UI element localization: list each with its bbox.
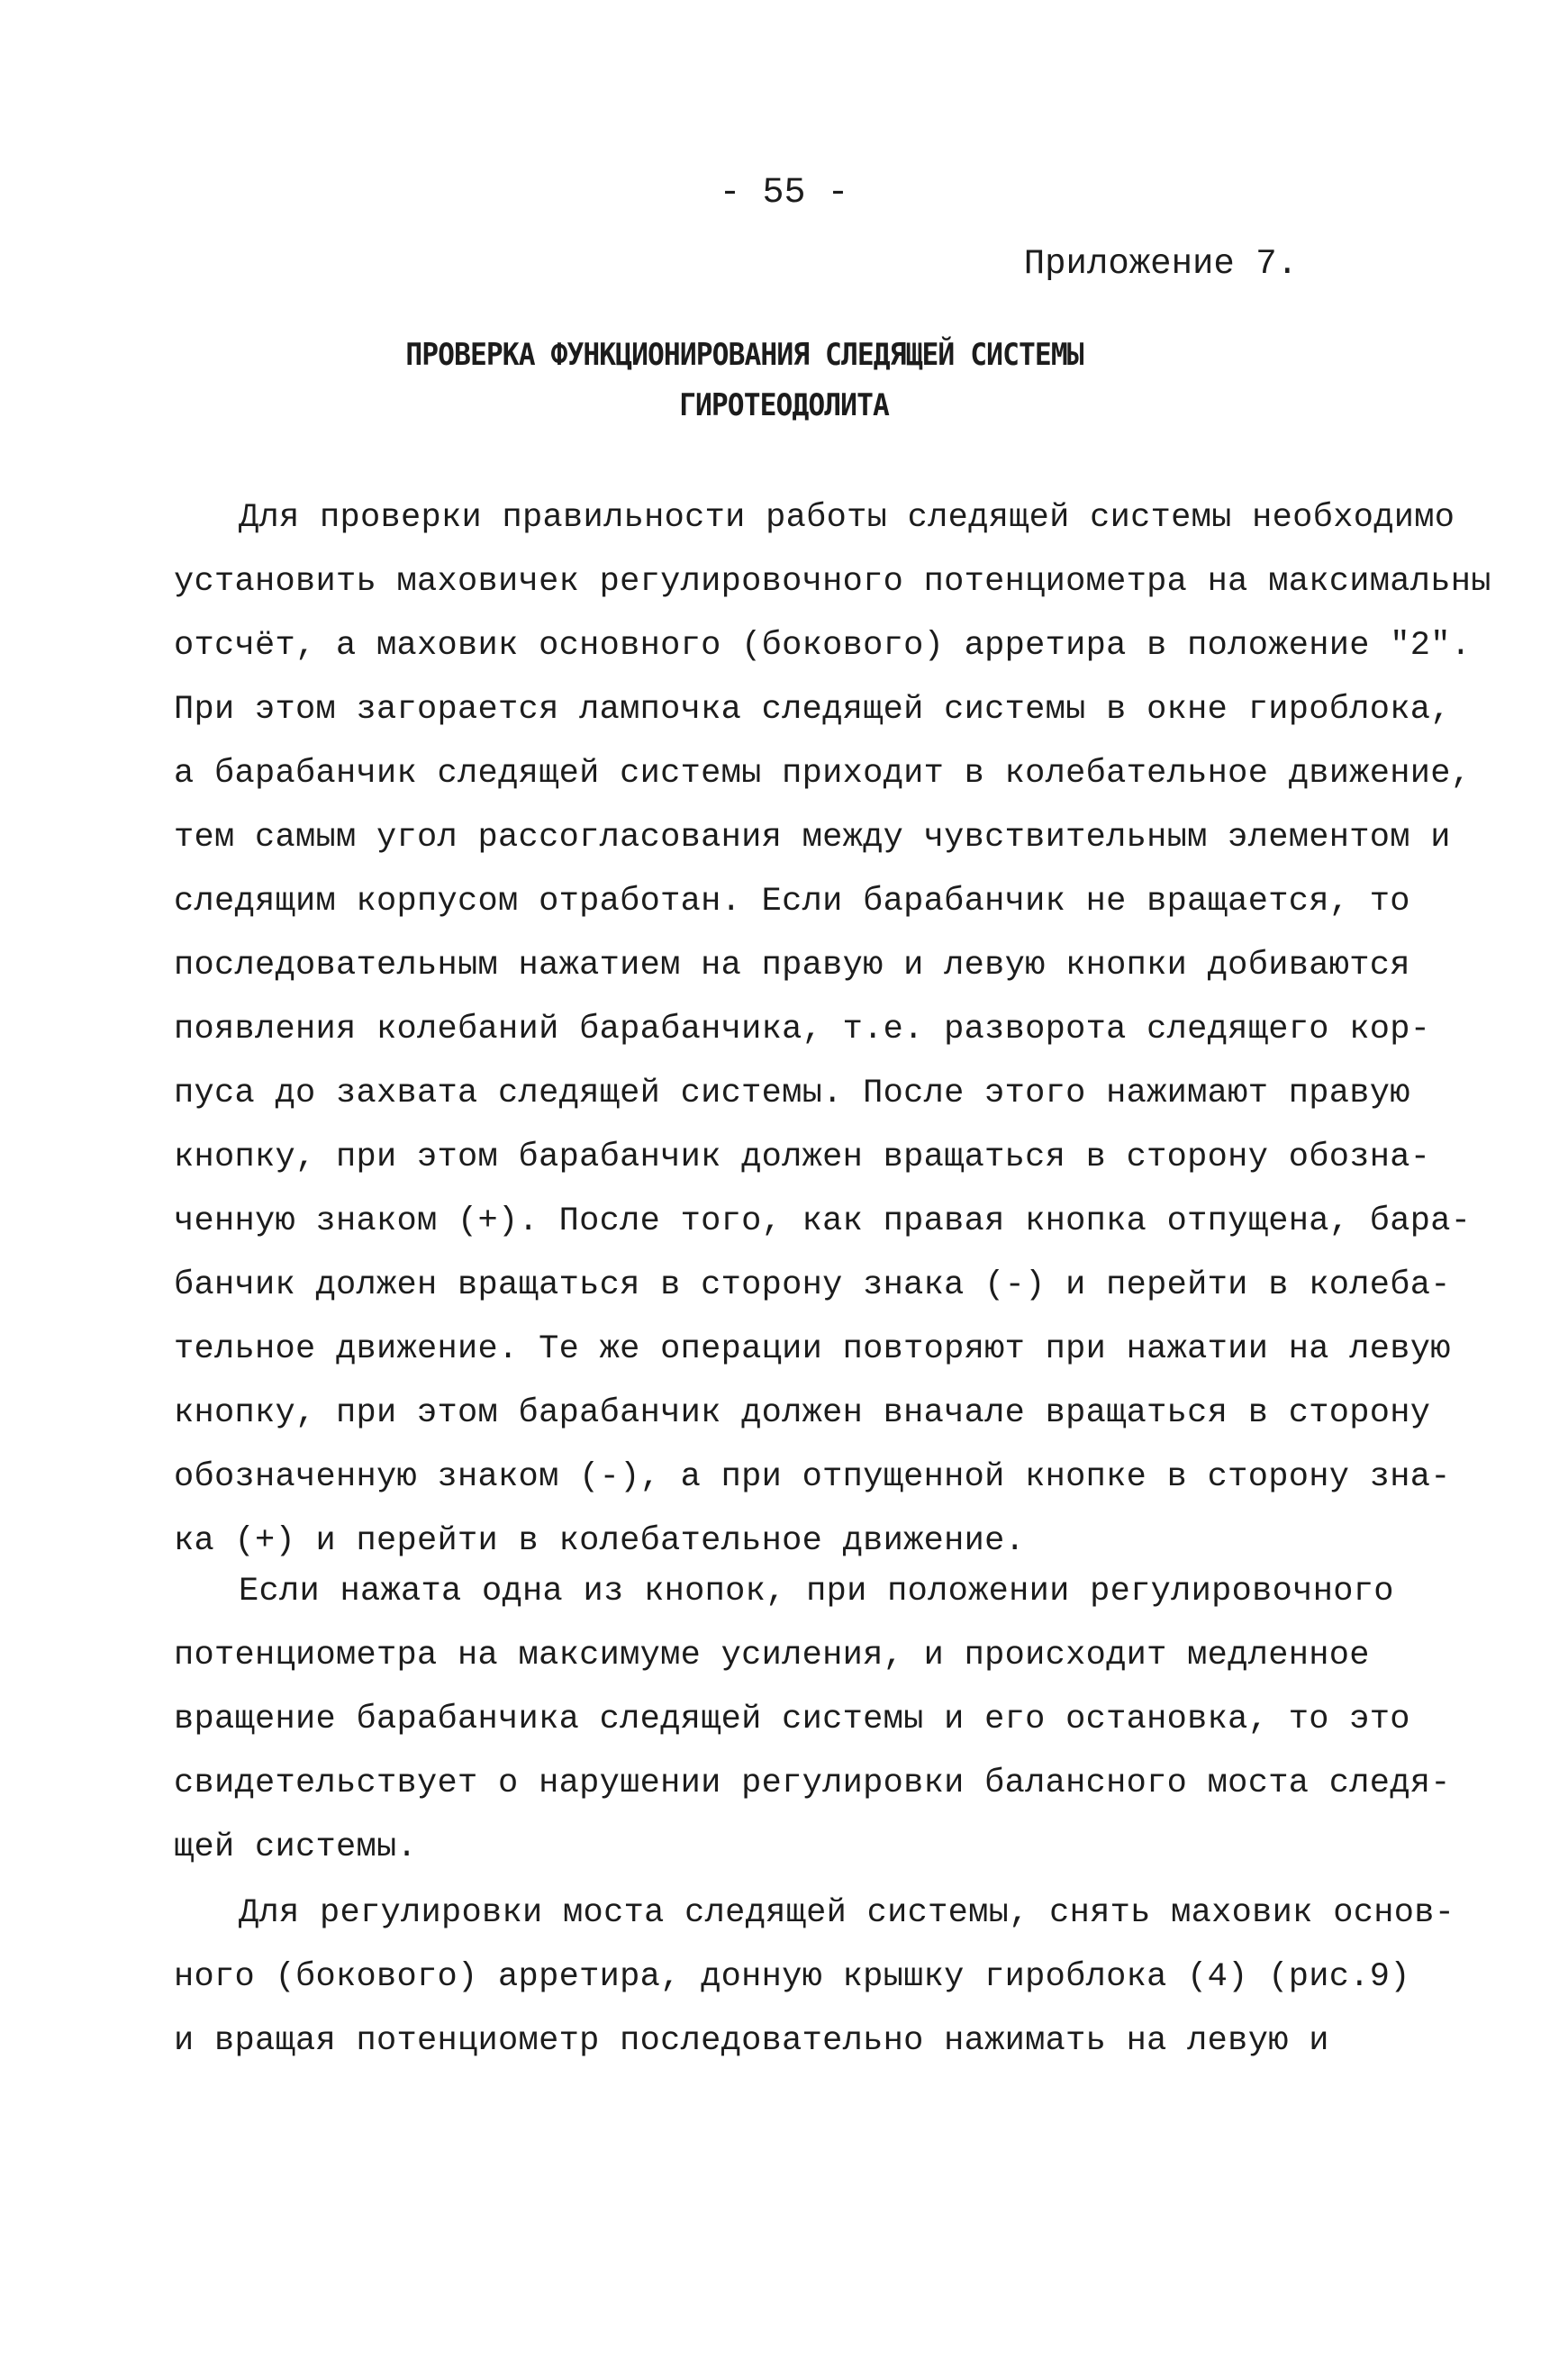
title-line-1: ПРОВЕРКА ФУНКЦИОНИРОВАНИЯ СЛЕДЯЩЕЙ СИСТЕМЫ (405, 337, 1083, 373)
text-line: следящим корпусом отработан. Если барабанчик не вращается, то (174, 883, 1410, 921)
text-line: и вращая потенциометр последовательно нажимать на левую и (174, 2022, 1329, 2060)
text-line: банчик должен вращаться в сторону знака (-) и перейти в колеба- (174, 1266, 1451, 1304)
paragraph-1 (174, 486, 1491, 1574)
text-line: кнопку, при этом барабанчик должен вращаться в сторону обозна- (174, 1139, 1431, 1176)
text-line: свидетельствует о нарушении регулировки балансного моста следя- (174, 1765, 1451, 1802)
text-line: щей системы. (174, 1828, 418, 1866)
text-line: вращение барабанчика следящей системы и его остановка, то это (174, 1701, 1410, 1738)
text-line: Для проверки правильности работы следящей системы необходимо (239, 499, 1455, 537)
page-number: - 55 - (719, 173, 849, 213)
text-line: а барабанчик следящей системы приходит в колебательное движение, (174, 755, 1472, 793)
text-line: потенциометра на максимуме усиления, и происходит медленное (174, 1637, 1370, 1674)
document-title (0, 330, 1568, 431)
text-line: кнопку, при этом барабанчик должен вначале вращаться в сторону (174, 1394, 1431, 1432)
text-line: последовательным нажатием на правую и левую кнопки добиваются (174, 947, 1410, 984)
text-line: отсчёт, а маховик основного (бокового) арретира в положение "2". (174, 627, 1472, 665)
text-line: ченную знаком (+). После того, как правая кнопка отпущена, бара- (174, 1202, 1472, 1240)
text-line: обозначенную знаком (-), а при отпущенной кнопке в сторону зна- (174, 1458, 1451, 1496)
paragraph-3 (174, 1882, 1455, 2073)
text-line: Для регулировки моста следящей системы, снять маховик основ- (239, 1894, 1455, 1932)
text-line: При этом загорается лампочка следящей системы в окне гироблока, (174, 691, 1451, 729)
text-line: тельное движение. Те же операции повторяют при нажатии на левую (174, 1330, 1451, 1368)
text-line: установить маховичек регулировочного потенциометра на максимальны (174, 563, 1491, 601)
text-line: Если нажата одна из кнопок, при положении регулировочного (239, 1573, 1394, 1610)
title-line-2: ГИРОТЕОДОЛИТА (679, 387, 889, 423)
text-line: тем самым угол рассогласования между чувствительным элементом и (174, 819, 1451, 857)
text-line: ного (бокового) арретира, донную крышку гироблока (4) (рис.9) (174, 1958, 1410, 1996)
text-line: появления колебаний барабанчика, т.е. разворота следящего кор- (174, 1011, 1431, 1048)
text-line: пуса до захвата следящей системы. После этого нажимают правую (174, 1075, 1410, 1112)
paragraph-2 (174, 1560, 1451, 1880)
text-line: ка (+) и перейти в колебательное движение. (174, 1522, 1026, 1560)
appendix-label: Приложение 7. (1023, 244, 1298, 284)
